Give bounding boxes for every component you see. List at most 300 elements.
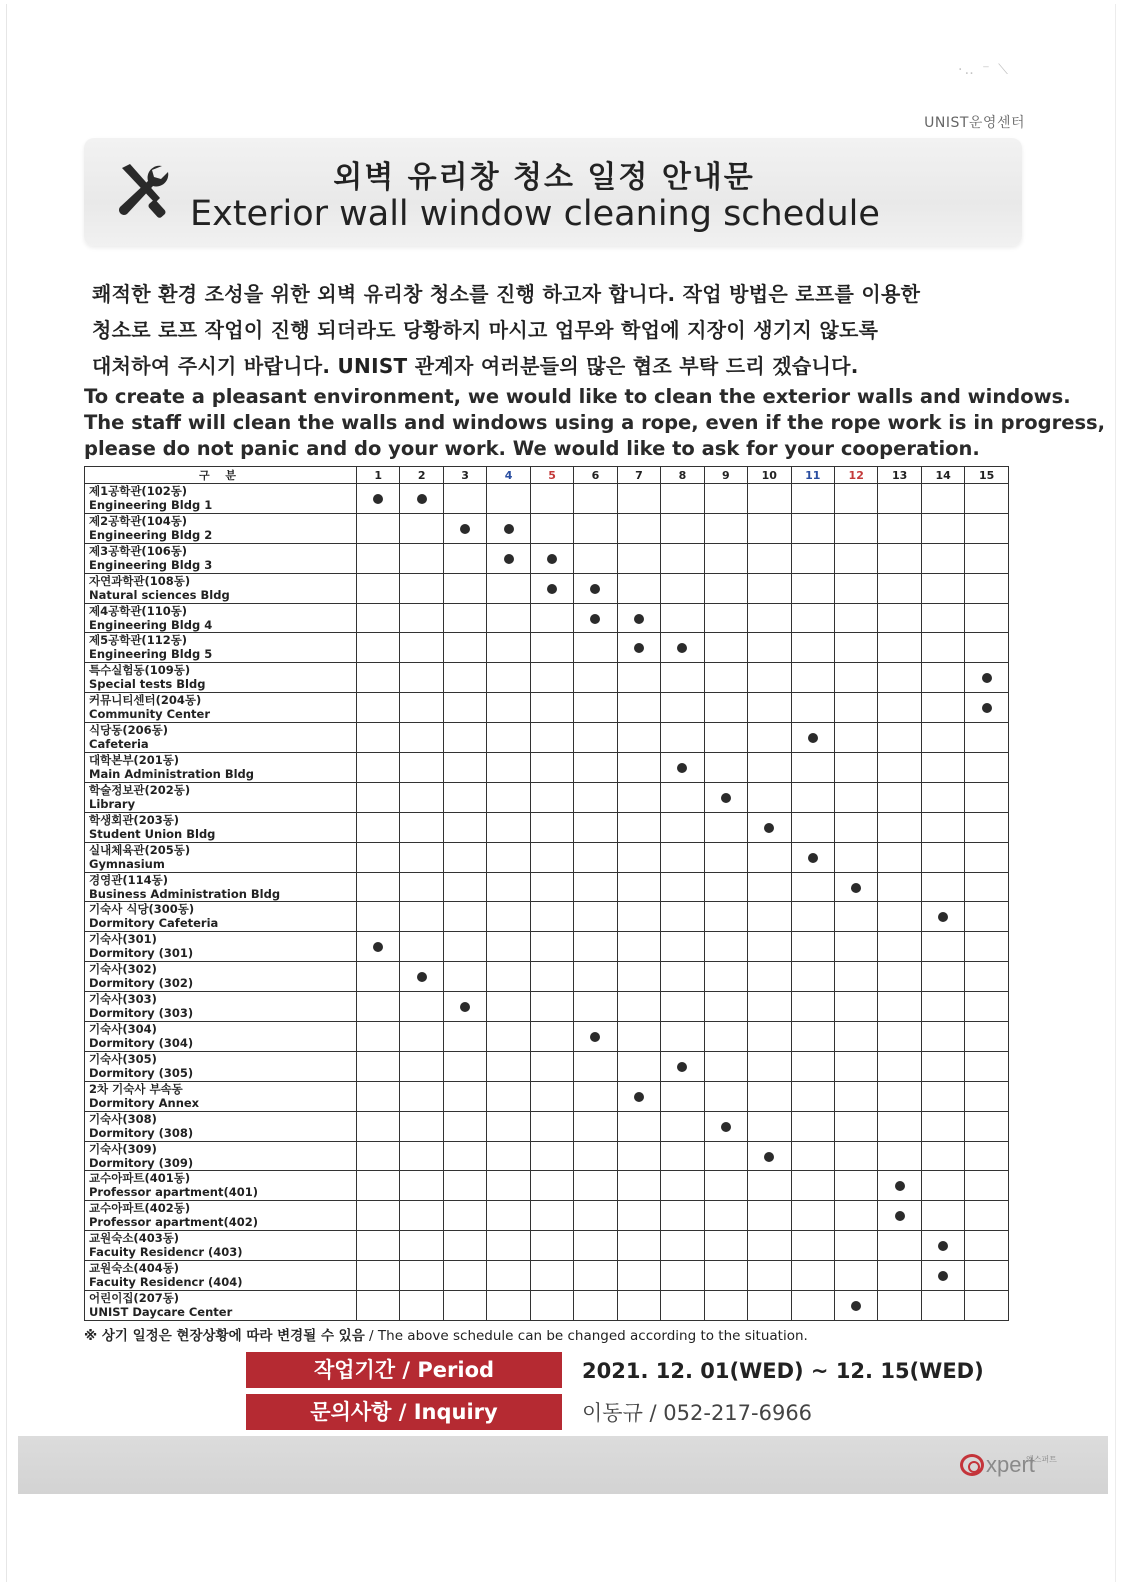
building-cell [85, 543, 357, 573]
day-cell [357, 962, 400, 992]
building-name-korean: 기숙사 식당(300동) [89, 902, 195, 917]
day-cell [834, 753, 877, 783]
day-cell [791, 723, 834, 753]
day-cell [748, 992, 791, 1022]
scheduled-dot-icon [417, 972, 427, 982]
day-cell [965, 1201, 1009, 1231]
table-row [85, 753, 1009, 783]
day-cell [661, 842, 704, 872]
building-name-korean: 제5공학관(112동) [89, 633, 188, 648]
day-cell [834, 1171, 877, 1201]
building-name-korean: 교원숙소(404동) [89, 1261, 180, 1276]
day-cell [965, 872, 1009, 902]
day-cell [574, 543, 617, 573]
building-name-korean: 교원숙소(403동) [89, 1231, 180, 1246]
day-cell [574, 902, 617, 932]
building-name-english: Dormitory (309) [89, 1155, 194, 1170]
note-english: / The above schedule can be changed according to the situation. [364, 1328, 808, 1344]
building-cell [85, 663, 357, 693]
building-cell [85, 513, 357, 543]
scheduled-dot-icon [721, 1122, 731, 1132]
day-cell [443, 723, 486, 753]
day-cell [748, 573, 791, 603]
day-cell [704, 1171, 747, 1201]
day-cell [574, 603, 617, 633]
day-cell [661, 872, 704, 902]
day-cell [921, 573, 964, 603]
day-cell [443, 603, 486, 633]
day-cell [878, 1141, 921, 1171]
building-name-korean: 자연과학관(108동) [89, 573, 191, 588]
day-cell [704, 1081, 747, 1111]
day-cell [530, 1051, 573, 1081]
day-cell [748, 1022, 791, 1052]
day-cell [617, 603, 660, 633]
day-cell [357, 573, 400, 603]
building-name-english: Community Center [89, 707, 211, 722]
day-header-7: 7 [617, 467, 660, 484]
day-cell [400, 1081, 443, 1111]
day-cell [791, 842, 834, 872]
day-cell [834, 513, 877, 543]
day-cell [400, 1141, 443, 1171]
day-cell [530, 1111, 573, 1141]
day-cell [704, 932, 747, 962]
day-cell [921, 842, 964, 872]
day-cell [748, 1231, 791, 1261]
scheduled-dot-icon [504, 554, 514, 564]
period-value: 2021. 12. 01(WED) ~ 12. 15(WED) [582, 1359, 984, 1383]
day-cell [357, 1022, 400, 1052]
day-cell [357, 513, 400, 543]
day-cell [704, 1051, 747, 1081]
day-cell [443, 902, 486, 932]
scheduled-dot-icon [938, 912, 948, 922]
day-cell [400, 1051, 443, 1081]
day-cell [921, 603, 964, 633]
building-name-english: Engineering Bldg 4 [89, 617, 213, 632]
day-cell [791, 484, 834, 514]
scheduled-dot-icon [895, 1181, 905, 1191]
day-cell [661, 1051, 704, 1081]
day-cell [748, 543, 791, 573]
day-cell [530, 1231, 573, 1261]
day-cell [791, 1171, 834, 1201]
day-cell [400, 842, 443, 872]
day-cell [965, 1022, 1009, 1052]
table-row [85, 1051, 1009, 1081]
building-cell [85, 573, 357, 603]
day-cell [530, 543, 573, 573]
day-cell [574, 1141, 617, 1171]
building-name-english: Engineering Bldg 2 [89, 527, 213, 542]
day-cell [400, 513, 443, 543]
day-cell [878, 782, 921, 812]
building-name-korean: 학생회관(203동) [89, 812, 180, 827]
day-cell [443, 663, 486, 693]
day-cell [443, 1022, 486, 1052]
building-cell [85, 484, 357, 514]
intro-english-line: To create a pleasant environment, we would like to clean the exterior walls and windows. [84, 385, 1071, 408]
day-cell [791, 1081, 834, 1111]
building-name-korean: 기숙사(302) [89, 962, 157, 977]
day-cell [530, 872, 573, 902]
table-row [85, 1231, 1009, 1261]
day-cell [617, 484, 660, 514]
day-cell [704, 1141, 747, 1171]
day-cell [357, 842, 400, 872]
day-cell [357, 1231, 400, 1261]
day-cell [400, 902, 443, 932]
day-cell [834, 543, 877, 573]
day-cell [834, 1022, 877, 1052]
org-label: UNIST운영센터 [924, 115, 1025, 131]
day-cell [834, 603, 877, 633]
day-cell [921, 753, 964, 783]
scheduled-dot-icon [547, 554, 557, 564]
day-cell [443, 633, 486, 663]
day-cell [661, 663, 704, 693]
scheduled-dot-icon [721, 793, 731, 803]
day-cell [878, 723, 921, 753]
day-cell [617, 782, 660, 812]
building-name-korean: 2차 기숙사 부속동 [89, 1081, 183, 1096]
day-cell [704, 753, 747, 783]
scheduled-dot-icon [677, 763, 687, 773]
day-cell [400, 663, 443, 693]
building-cell [85, 1291, 357, 1321]
day-cell [574, 812, 617, 842]
day-header-5: 5 [530, 467, 573, 484]
day-cell [661, 902, 704, 932]
schedule-note [84, 1324, 808, 1344]
building-cell [85, 782, 357, 812]
table-row [85, 513, 1009, 543]
day-cell [574, 1231, 617, 1261]
day-cell [834, 902, 877, 932]
day-cell [965, 932, 1009, 962]
day-cell [443, 543, 486, 573]
table-row [85, 992, 1009, 1022]
day-cell [661, 513, 704, 543]
scheduled-dot-icon [634, 1092, 644, 1102]
day-cell [661, 812, 704, 842]
day-cell [487, 992, 530, 1022]
building-name-english: Facuity Residencr (404) [89, 1275, 243, 1290]
day-cell [661, 543, 704, 573]
intro-english-line: The staff will clean the walls and windows using a rope, even if the rope work is in progress, [84, 411, 1106, 434]
day-cell [834, 812, 877, 842]
day-header-2: 2 [400, 467, 443, 484]
table-row [85, 902, 1009, 932]
day-cell [357, 663, 400, 693]
day-cell [357, 1171, 400, 1201]
day-cell [574, 1111, 617, 1141]
day-cell [617, 1261, 660, 1291]
scheduled-dot-icon [982, 703, 992, 713]
scheduled-dot-icon [895, 1211, 905, 1221]
day-cell [661, 573, 704, 603]
day-cell [704, 812, 747, 842]
day-cell [791, 1022, 834, 1052]
scheduled-dot-icon [590, 614, 600, 624]
day-cell [661, 1201, 704, 1231]
day-cell [834, 782, 877, 812]
day-cell [878, 1231, 921, 1261]
building-name-english: Engineering Bldg 3 [89, 557, 213, 572]
day-cell [834, 1081, 877, 1111]
building-name-english: Cafeteria [89, 737, 149, 752]
day-cell [530, 1141, 573, 1171]
day-cell [661, 693, 704, 723]
day-cell [834, 932, 877, 962]
day-cell [357, 1111, 400, 1141]
table-row [85, 693, 1009, 723]
building-cell [85, 693, 357, 723]
day-cell [487, 1111, 530, 1141]
day-cell [574, 1261, 617, 1291]
day-cell [965, 902, 1009, 932]
day-cell [704, 872, 747, 902]
day-header-14: 14 [921, 467, 964, 484]
day-header-12: 12 [834, 467, 877, 484]
day-cell [965, 484, 1009, 514]
inquiry-value: 이동규 / 052-217-6966 [582, 1401, 813, 1425]
day-header-8: 8 [661, 467, 704, 484]
day-cell [834, 1231, 877, 1261]
day-cell [921, 1261, 964, 1291]
day-cell [661, 962, 704, 992]
building-name-english: Dormitory (308) [89, 1125, 194, 1140]
day-cell [878, 1201, 921, 1231]
scheduled-dot-icon [982, 673, 992, 683]
day-cell [443, 513, 486, 543]
day-cell [530, 573, 573, 603]
day-cell [617, 693, 660, 723]
day-cell [487, 543, 530, 573]
day-cell [878, 1022, 921, 1052]
building-cell [85, 753, 357, 783]
scheduled-dot-icon [460, 1002, 470, 1012]
day-cell [704, 992, 747, 1022]
table-row [85, 723, 1009, 753]
day-header-3: 3 [443, 467, 486, 484]
table-row [85, 1141, 1009, 1171]
day-cell [834, 992, 877, 1022]
day-cell [965, 1081, 1009, 1111]
scheduled-dot-icon [808, 733, 818, 743]
day-cell [748, 812, 791, 842]
day-cell [400, 1022, 443, 1052]
day-cell [834, 1111, 877, 1141]
day-cell [921, 1231, 964, 1261]
day-cell [487, 753, 530, 783]
day-cell [791, 1051, 834, 1081]
day-cell [617, 513, 660, 543]
day-cell [357, 753, 400, 783]
title-banner [84, 138, 1022, 246]
day-cell [530, 782, 573, 812]
day-header-11: 11 [791, 467, 834, 484]
day-cell [834, 663, 877, 693]
day-cell [661, 782, 704, 812]
building-cell [85, 932, 357, 962]
day-cell [530, 932, 573, 962]
day-cell [921, 992, 964, 1022]
scheduled-dot-icon [764, 823, 774, 833]
scheduled-dot-icon [851, 883, 861, 893]
day-cell [921, 543, 964, 573]
day-cell [965, 753, 1009, 783]
day-cell [487, 902, 530, 932]
day-cell [574, 723, 617, 753]
day-cell [530, 1081, 573, 1111]
scheduled-dot-icon [938, 1241, 948, 1251]
day-cell [617, 902, 660, 932]
building-name-english: Professor apartment(401) [89, 1185, 258, 1200]
day-cell [400, 693, 443, 723]
day-cell [921, 932, 964, 962]
day-cell [921, 1291, 964, 1321]
day-cell [748, 1291, 791, 1321]
day-cell [357, 693, 400, 723]
building-cell [85, 1051, 357, 1081]
day-cell [878, 992, 921, 1022]
day-cell [443, 1201, 486, 1231]
day-cell [617, 543, 660, 573]
day-cell [400, 1171, 443, 1201]
note-korean: ※ 상기 일정은 현장상황에 따라 변경될 수 있음 [84, 1328, 365, 1344]
table-row [85, 1111, 1009, 1141]
scheduled-dot-icon [634, 643, 644, 653]
day-cell [791, 633, 834, 663]
day-cell [965, 992, 1009, 1022]
building-cell [85, 992, 357, 1022]
day-cell [921, 1081, 964, 1111]
day-cell [443, 842, 486, 872]
building-name-english: Main Administration Bldg [89, 767, 254, 782]
day-cell [530, 1171, 573, 1201]
day-cell [617, 1201, 660, 1231]
day-cell [400, 962, 443, 992]
day-cell [400, 1111, 443, 1141]
scheduled-dot-icon [808, 853, 818, 863]
day-cell [878, 1111, 921, 1141]
day-cell [661, 992, 704, 1022]
day-cell [487, 1081, 530, 1111]
day-cell [617, 633, 660, 663]
scheduled-dot-icon [504, 524, 514, 534]
building-name-english: Dormitory Cafeteria [89, 916, 219, 931]
day-cell [921, 1141, 964, 1171]
day-header-10: 10 [748, 467, 791, 484]
day-cell [617, 1081, 660, 1111]
building-cell [85, 1081, 357, 1111]
schedule-header-row [85, 467, 1009, 484]
day-cell [617, 573, 660, 603]
day-cell [791, 872, 834, 902]
day-cell [748, 513, 791, 543]
building-cell [85, 603, 357, 633]
day-cell [878, 1081, 921, 1111]
day-cell [574, 782, 617, 812]
day-cell [878, 513, 921, 543]
day-cell [357, 1141, 400, 1171]
day-cell [965, 603, 1009, 633]
day-cell [357, 603, 400, 633]
building-name-english: Gymnasium [89, 856, 165, 871]
day-cell [661, 1022, 704, 1052]
day-cell [661, 932, 704, 962]
building-name-korean: 학술정보관(202동) [89, 782, 191, 797]
day-cell [748, 1171, 791, 1201]
building-cell [85, 962, 357, 992]
day-cell [530, 842, 573, 872]
day-cell [965, 1231, 1009, 1261]
day-cell [921, 1022, 964, 1052]
day-cell [878, 932, 921, 962]
day-cell [530, 1291, 573, 1321]
day-cell [834, 484, 877, 514]
day-cell [574, 872, 617, 902]
day-cell [965, 962, 1009, 992]
scheduled-dot-icon [677, 1062, 687, 1072]
table-row [85, 484, 1009, 514]
atxpert-logo-icon [960, 1454, 984, 1476]
day-cell [574, 1171, 617, 1201]
building-name-english: Natural sciences Bldg [89, 587, 230, 602]
building-name-english: Special tests Bldg [89, 677, 206, 692]
day-cell [878, 1291, 921, 1321]
day-cell [748, 1111, 791, 1141]
building-cell [85, 812, 357, 842]
building-name-english: Professor apartment(402) [89, 1215, 258, 1230]
building-name-english: Facuity Residencr (403) [89, 1245, 243, 1260]
day-cell [661, 1231, 704, 1261]
day-cell [530, 723, 573, 753]
day-cell [878, 693, 921, 723]
schedule-table [84, 466, 1009, 1321]
day-cell [617, 1231, 660, 1261]
day-cell [791, 1141, 834, 1171]
scheduled-dot-icon [373, 494, 383, 504]
day-cell [617, 1291, 660, 1321]
day-cell [530, 1201, 573, 1231]
day-cell [704, 1201, 747, 1231]
building-name-korean: 기숙사(304) [89, 1022, 157, 1037]
day-cell [530, 693, 573, 723]
day-cell [965, 812, 1009, 842]
day-cell [530, 753, 573, 783]
day-cell [661, 753, 704, 783]
schedule-body [85, 484, 1009, 1321]
building-name-korean: 기숙사(301) [89, 932, 157, 947]
day-cell [487, 962, 530, 992]
day-cell [487, 1022, 530, 1052]
day-cell [791, 902, 834, 932]
day-cell [791, 1201, 834, 1231]
day-cell [617, 962, 660, 992]
logo-text: xpert [986, 1452, 1035, 1477]
day-cell [834, 962, 877, 992]
day-cell [487, 1291, 530, 1321]
table-row [85, 1081, 1009, 1111]
building-cell [85, 1111, 357, 1141]
building-cell [85, 1022, 357, 1052]
table-row [85, 1171, 1009, 1201]
table-row [85, 663, 1009, 693]
building-name-korean: 식당동(206동) [89, 723, 168, 738]
